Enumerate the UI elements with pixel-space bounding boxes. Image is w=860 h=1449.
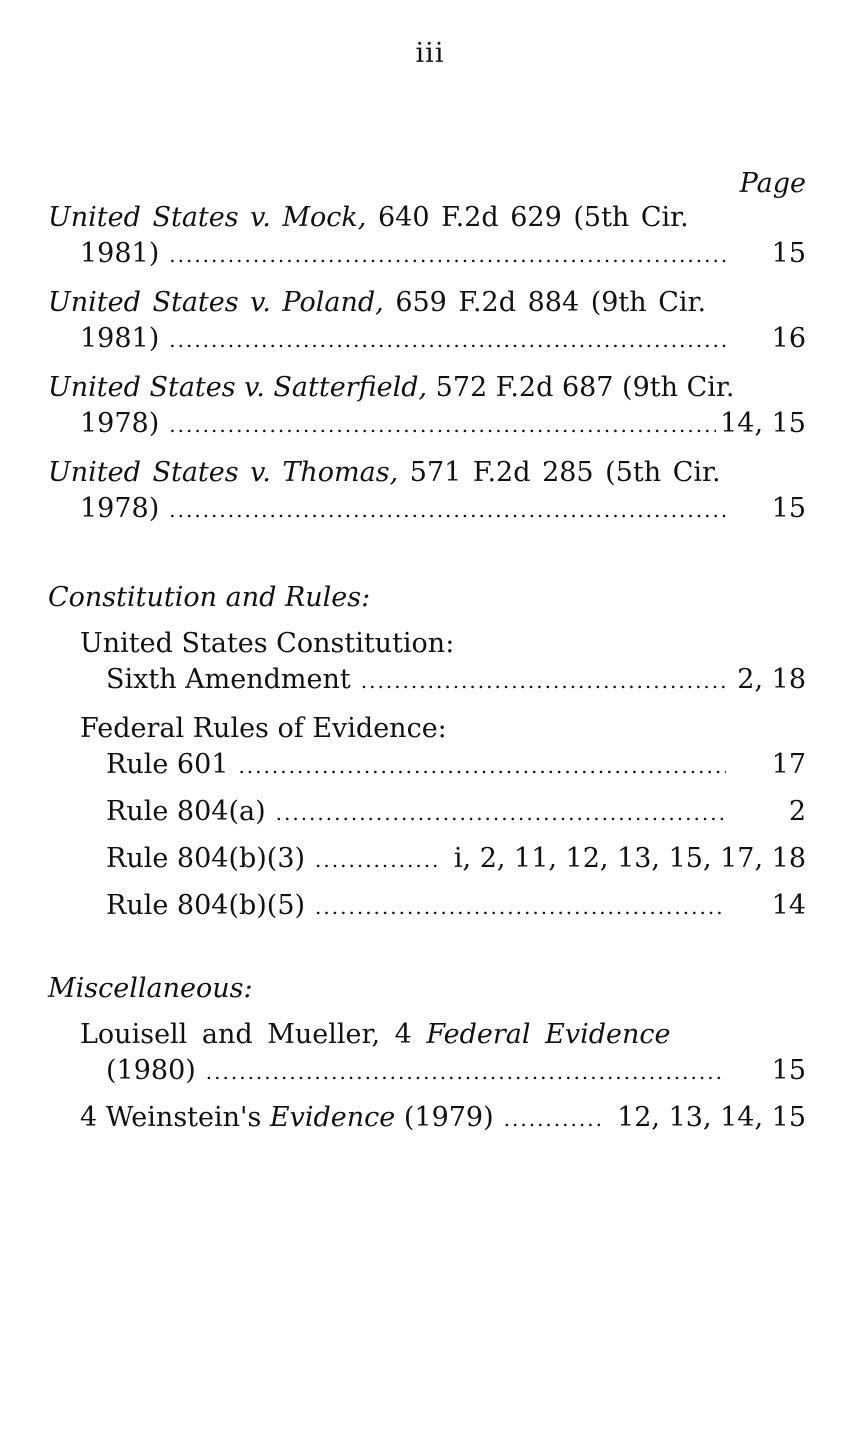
misc-citation-line: [48, 1017, 806, 1053]
authority-label: Rule 804(b)(5): [106, 890, 306, 921]
page-reference: 16: [771, 323, 806, 354]
case-year: 1981): [80, 323, 160, 354]
section-heading-miscellaneous: Miscellaneous:: [48, 973, 253, 1004]
page-reference: 14: [771, 890, 806, 921]
case-entry: [48, 285, 806, 358]
case-citation-line: [48, 285, 806, 321]
dot-leader: [315, 842, 442, 878]
page-reference: i, 2, 11, 12, 13, 15, 17, 18: [453, 843, 806, 874]
case-citation-line: [48, 200, 806, 236]
book-title: Evidence: [269, 1102, 396, 1133]
misc-prefix: Louisell and Mueller, 4: [80, 1019, 412, 1050]
authority-entry: [48, 794, 806, 831]
misc-leader-line: [48, 1053, 806, 1090]
authority-entry: [48, 888, 806, 925]
misc-leader-line: [48, 1100, 806, 1137]
dot-leader: [504, 1101, 605, 1137]
page-reference: 12, 13, 14, 15: [617, 1102, 806, 1133]
book-title: Federal Evidence: [426, 1019, 671, 1050]
case-cite: 640 F.2d 629 (5th Cir.: [377, 202, 689, 233]
authority-entry: [48, 747, 806, 784]
group-title: United States Constitution:: [80, 628, 455, 659]
case-cite: 572 F.2d 687 (9th Cir.: [435, 372, 735, 403]
page-column-header: Page: [739, 168, 806, 199]
page-reference: 2, 18: [737, 664, 806, 695]
case-cite: 659 F.2d 884 (9th Cir.: [395, 287, 707, 318]
authority-label: Rule 601: [106, 749, 229, 780]
page-reference: 2: [788, 796, 806, 827]
authority-label: Rule 804(b)(3): [106, 843, 306, 874]
case-name: United States v. Thomas,: [48, 457, 399, 488]
case-leader-line: [48, 321, 806, 358]
page-reference: 14, 15: [720, 408, 806, 439]
authority-entry: [48, 662, 806, 699]
misc-prefix: 4 Weinstein's: [80, 1102, 262, 1133]
authority-group: [48, 626, 806, 699]
case-entry: [48, 370, 806, 443]
dot-leader: [238, 748, 726, 784]
case-name: United States v. Poland,: [48, 287, 384, 318]
misc-year: (1980): [106, 1055, 196, 1086]
dot-leader: [169, 407, 716, 443]
dot-leader: [169, 237, 726, 273]
authority-label: Sixth Amendment: [106, 664, 351, 695]
case-citation-line: [48, 455, 806, 491]
misc-entry: [48, 1100, 806, 1137]
case-leader-line: [48, 236, 806, 273]
case-year: 1978): [80, 408, 160, 439]
case-entry: [48, 455, 806, 528]
case-citation-line: [48, 370, 806, 406]
case-leader-line: [48, 406, 806, 443]
case-name: United States v. Satterfield,: [48, 372, 428, 403]
misc-year: (1979): [403, 1102, 494, 1133]
case-cite: 571 F.2d 285 (5th Cir.: [409, 457, 721, 488]
authority-entry: [48, 841, 806, 878]
authority-group: [48, 711, 806, 925]
misc-entry: [48, 1017, 806, 1090]
case-entry: [48, 200, 806, 273]
page-reference: 15: [771, 1055, 806, 1086]
page-reference: 15: [771, 493, 806, 524]
page-reference: 17: [771, 749, 806, 780]
dot-leader: [169, 322, 726, 358]
case-leader-line: [48, 491, 806, 528]
page-number: iii: [415, 38, 445, 69]
dot-leader: [206, 1054, 726, 1090]
dot-leader: [361, 663, 726, 699]
dot-leader: [315, 889, 726, 925]
page-reference: 15: [771, 238, 806, 269]
misc-citation: [80, 1100, 494, 1136]
case-year: 1981): [80, 238, 160, 269]
table-of-authorities: [48, 200, 806, 1147]
dot-leader: [276, 795, 726, 831]
dot-leader: [169, 492, 726, 528]
group-title: Federal Rules of Evidence:: [80, 713, 447, 744]
authority-label: Rule 804(a): [106, 796, 266, 827]
case-year: 1978): [80, 493, 160, 524]
case-name: United States v. Mock,: [48, 202, 367, 233]
section-heading-constitution-rules: Constitution and Rules:: [48, 582, 371, 613]
